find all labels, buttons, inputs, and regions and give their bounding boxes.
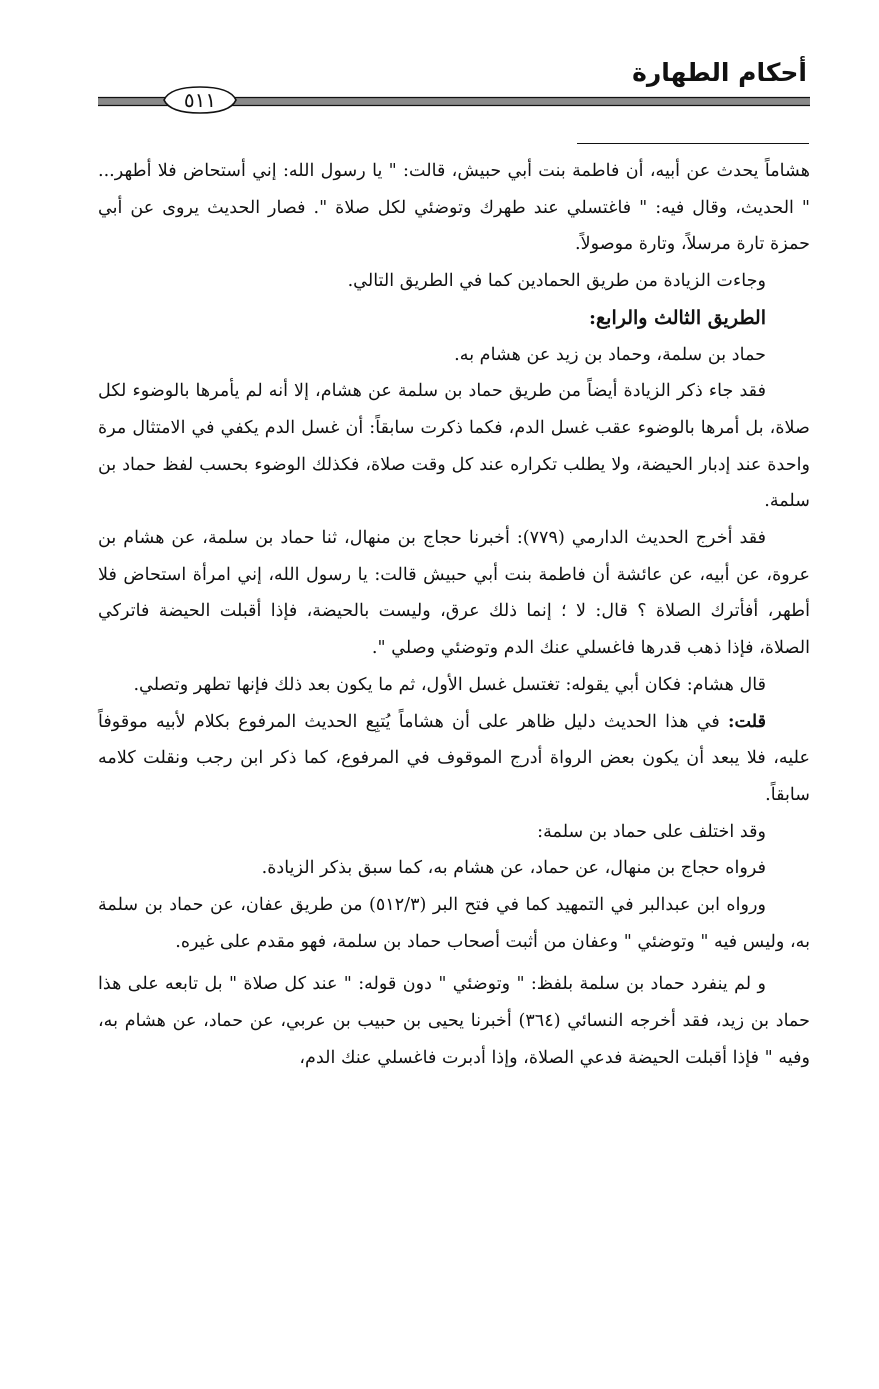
text-top-rule [577,143,809,144]
paragraph-5: فقد أخرج الحديث الدارمي (٧٧٩): أخبرنا حجاج بن منهال، ثنا حماد بن سلمة، عن هشام بن عروة، عن أبيه، عن عائشة أن فاطمة بنت أبي حبيش قالت: يا رسول الله، إني امرأة استحاض فلا أطهر، أفأترك الصلاة ؟ قال: لا ؛ إنما ذلك عرق، وليست بالحيضة، فإذا أقبلت الحيضة فاتركي الصلاة، فإذا ذهب قدرها فاغسلي عنك الدم وتوضئي وصلي ". [98,528,810,659]
running-title: أحكام الطهارة [632,58,807,87]
paragraph-3: حماد بن سلمة، وحماد بن زيد عن هشام به. [454,344,766,365]
paragraph-7-text: في هذا الحديث دليل ظاهر على أن هشاماً يُتبِع الحديث المرفوع بكلام لأبيه موقوفاً عليه، فلا يبعد أن يكون بعض الرواة أدرج الموقوف في المرفوع، كما ذكر ابن رجب ونقلت كلامه سابقاً. [98,711,810,805]
paragraph-6: قال هشام: فكان أبي يقوله: تغتسل غسل الأول، ثم ما يكون بعد ذلك فإنها تطهر وتصلي. [133,674,766,695]
paragraph-10: ورواه ابن عبدالبر في التمهيد كما في فتح البر (٥١٢/٣) من طريق عفان، عن حماد بن سلمة به، وليس فيه " وتوضئي " وعفان من أثبت أصحاب حماد بن سلمة، فهو مقدم على غيره. [98,895,810,952]
paragraph-9: فرواه حجاج بن منهال، عن حماد، عن هشام به، كما سبق بذكر الزيادة. [261,858,766,879]
paragraph-7-lead: قلت: [727,710,766,732]
paragraph-4: فقد جاء ذكر الزيادة أيضاً من طريق حماد بن سلمة عن هشام، إلا أنه لم يأمرها بالوضوء لكل صلاة، بل أمرها بالوضوء عقب غسل الدم، فكما ذكرت سابقاً: أن غسل الدم يكفي في الامتثال مرة واحدة عند إدبار الحيضة، ولا يطلب تكراره عند كل وقت صلاة، فكذلك الوضوء بحسب لفظ حماد بن سلمة. [98,381,810,512]
body-text [98,153,810,1077]
paragraph-11: و لم ينفرد حماد بن سلمة بلفظ: " وتوضئي " دون قوله: " عند كل صلاة " بل تابعه على هذا حماد بن زيد، فقد أخرجه النسائي (٣٦٤) أخبرنا يحيى بن حبيب بن عربي، عن حماد، عن هشام به، وفيه " فإذا أقبلت الحيضة فدعي الصلاة، وإذا أدبرت فاغسلي عنك الدم، [98,974,810,1068]
paragraph-2: وجاءت الزيادة من طريق الحمادين كما في الطريق التالي. [347,271,766,292]
paragraph-1: هشاماً يحدث عن أبيه، أن فاطمة بنت أبي حبيش، قالت: " يا رسول الله: إني أستحاض فلا أطهر... " الحديث، وقال فيه: " فاغتسلي عند طهرك وتوضئي لكل صلاة ". فصار الحديث يروى عن أبي حمزة تارة مرسلاً، وتارة موصولاً. [98,161,810,255]
paragraph-8: وقد اختلف على حماد بن سلمة: [537,821,766,842]
section-heading: الطريق الثالث والرابع: [589,306,766,329]
paragraph-7 [98,704,810,814]
page-number: ٥١١ [183,88,217,112]
